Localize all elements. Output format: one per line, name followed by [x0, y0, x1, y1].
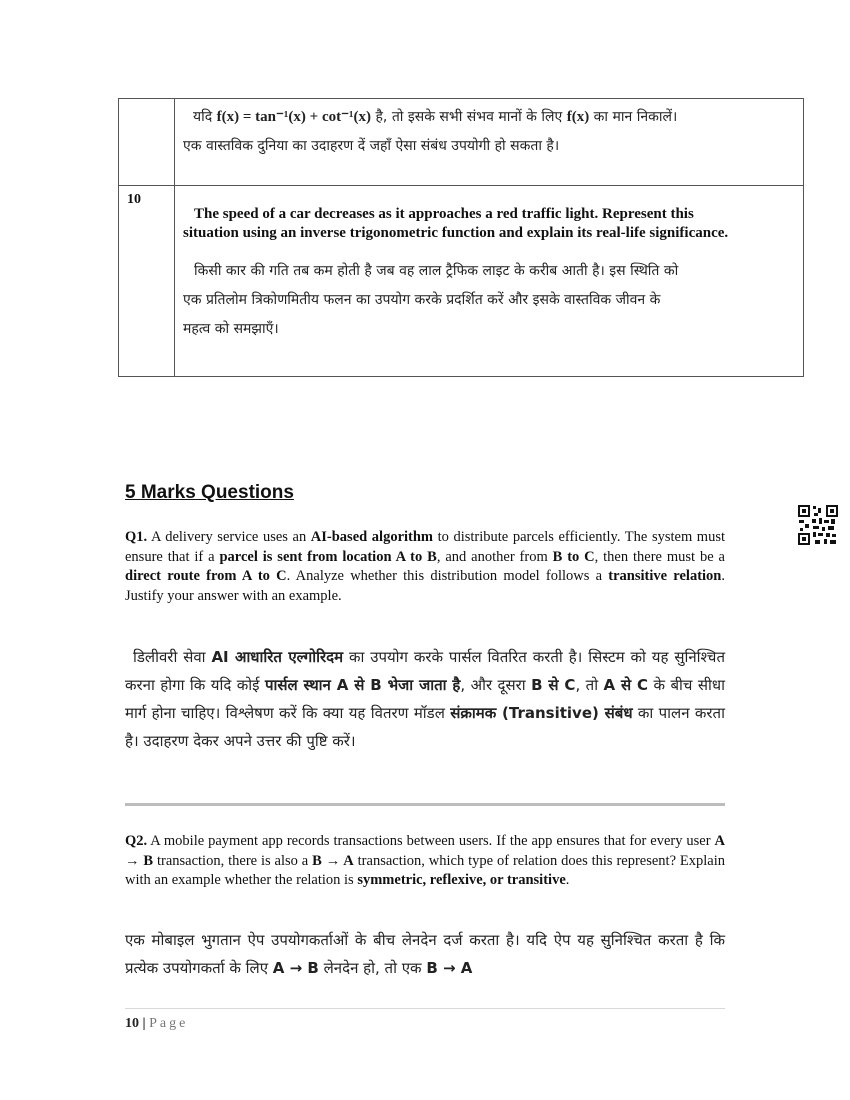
q1-hindi-text: डिलीवरी सेवा AI आधारित एल्गोरिदम का उपयोग करके पार्सल वितरित करती है। सिस्टम को यह सुनिश्चित करना होगा कि यदि कोई पार्सल स्थान A से B भेजा जाता है, और दूसरा B से C, तो A से C के बीच सीधा मार्ग होना चाहिए। विश्लेषण करें कि क्या यह वितरण मॉडल संक्रामक (Transitive) संबंध का पालन करता है। उदाहरण देकर अपने उत्तर की पुष्टि करें।	[125, 648, 726, 750]
q1-english-text: Q1. A delivery service uses an AI-based algorithm to distribute parcels efficiently. The system must ensure that if a parcel is sent from location A to B, and another from B to C, then there must be a direct route from A to C. Analyze whether this distribution model follows a transitive relation. Justify your answer with an example.	[125, 529, 726, 604]
row2-english-line1: The speed of a car decreases as it approaches a red traffic light. Represent this	[194, 206, 694, 222]
row2-english-line2: situation using an inverse trigonometric function and explain its real-life significance.	[183, 225, 729, 241]
row2-hindi-line2: एक प्रतिलोम त्रिकोणमितीय फलन का उपयोग करके प्रदर्शित करें और इसके वास्तविक जीवन के	[183, 292, 661, 308]
q2-hindi-text: एक मोबाइल भुगतान ऐप उपयोगकर्ताओं के बीच लेनदेन दर्ज करता है। यदि ऐप यह सुनिश्चित करता है कि प्रत्येक उपयोगकर्ता के लिए A → B लेनदेन हो, तो एक B → A	[125, 931, 725, 977]
section-title: 5 Marks Questions	[125, 482, 294, 503]
row1-line1: यदि f(x) = tan⁻¹(x) + cot⁻¹(x) है, तो इसके सभी संभव मानों के लिए f(x) का मान निकालें।	[193, 109, 678, 125]
page-label: Page	[149, 1016, 189, 1031]
page-number: 10	[125, 1016, 139, 1031]
table-row	[119, 186, 804, 377]
footer-rule	[125, 1008, 725, 1009]
question-number-cell: 10	[119, 186, 175, 377]
question-text-cell	[175, 186, 804, 377]
question-number-cell	[119, 99, 175, 186]
questions-table	[118, 98, 804, 377]
question-text-cell	[175, 99, 804, 186]
row2-hindi-line3: महत्व को समझाएँ।	[183, 321, 279, 337]
q2-english-text: Q2. A mobile payment app records transactions between users. If the app ensures that for every user A → B transaction, there is also a B → A transaction, which type of relation does this represent? Explain with an example whether the relation is symmetric, reflexive, or transitive.	[125, 833, 726, 888]
row1-line2: एक वास्तविक दुनिया का उदाहरण दें जहाँ ऐसा संबंध उपयोगी हो सकता है।	[183, 138, 560, 154]
page-footer: 10 | Page	[125, 1016, 189, 1031]
table-row	[119, 99, 804, 186]
section-divider	[125, 803, 725, 806]
row2-hindi-line1: किसी कार की गति तब कम होती है जब वह लाल ट्रैफिक लाइट के करीब आती है। इस स्थिति को	[194, 263, 679, 279]
qr-code-icon	[798, 505, 838, 545]
